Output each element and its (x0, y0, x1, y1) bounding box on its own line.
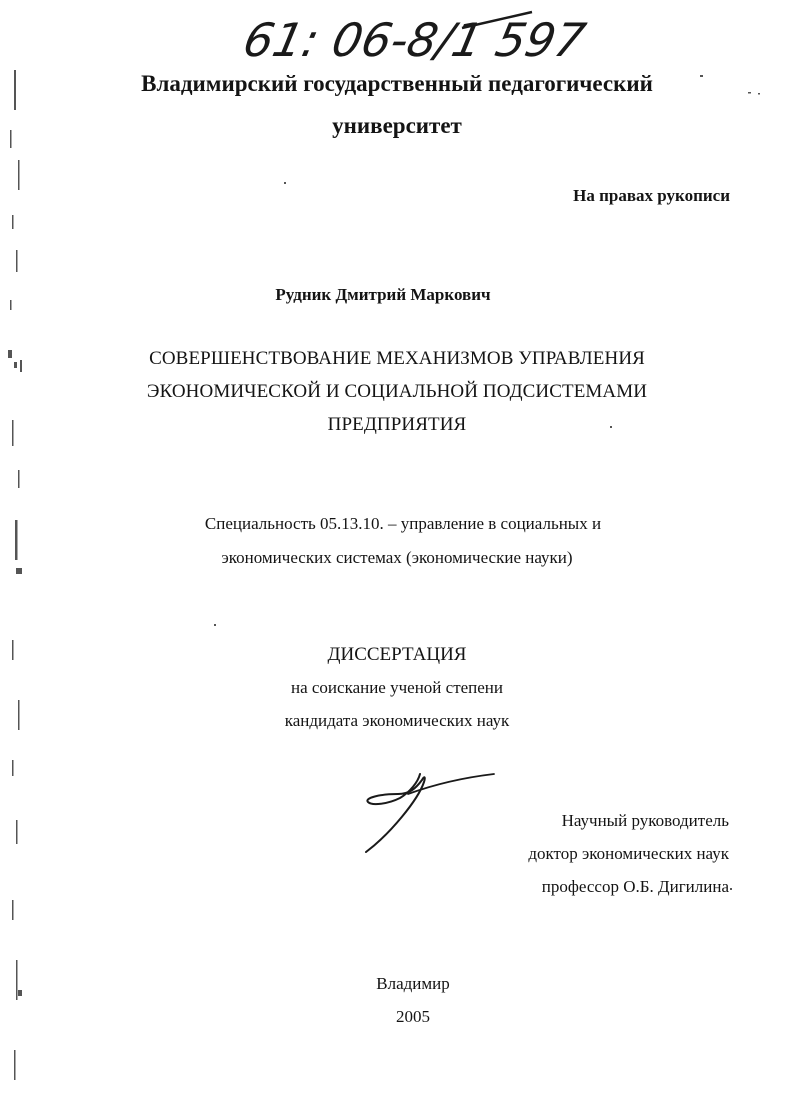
dissertation-type: ДИССЕРТАЦИЯ (327, 644, 467, 665)
university-name-line1: Владимирский государственный педагогический (141, 71, 653, 96)
thesis-title-line2: ЭКОНОМИЧЕСКОЙ И СОЦИАЛЬНОЙ ПОДСИСТЕМАМИ (146, 381, 648, 402)
dissertation-degree-line1: на соискание ученой степени (290, 678, 504, 697)
author-name: Рудник Дмитрий Маркович (275, 285, 491, 304)
university-name-line2: университет (332, 113, 462, 138)
specialty-line1: Специальность 05.13.10. – управление в социальных и (204, 514, 602, 533)
dissertation-degree-line2: кандидата экономических наук (284, 711, 510, 730)
city: Владимир (376, 974, 450, 993)
year: 2005 (396, 1007, 430, 1026)
thesis-title-line3: ПРЕДПРИЯТИЯ (327, 414, 467, 435)
archive-code-text: 61: 06-8/1 597 (238, 13, 591, 67)
handwritten-archive-code (232, 4, 591, 70)
signature (360, 764, 500, 856)
supervisor-role: Научный руководитель (561, 811, 729, 830)
thesis-title-line1: СОВЕРШЕНСТВОВАНИЕ МЕХАНИЗМОВ УПРАВЛЕНИЯ (149, 348, 645, 369)
specialty-line2: экономических системах (экономические науки) (221, 548, 573, 567)
supervisor-name: профессор О.Б. Дигилина (541, 877, 729, 896)
supervisor-degree: доктор экономических наук (528, 844, 729, 863)
manuscript-note: На правах рукописи (573, 186, 730, 205)
